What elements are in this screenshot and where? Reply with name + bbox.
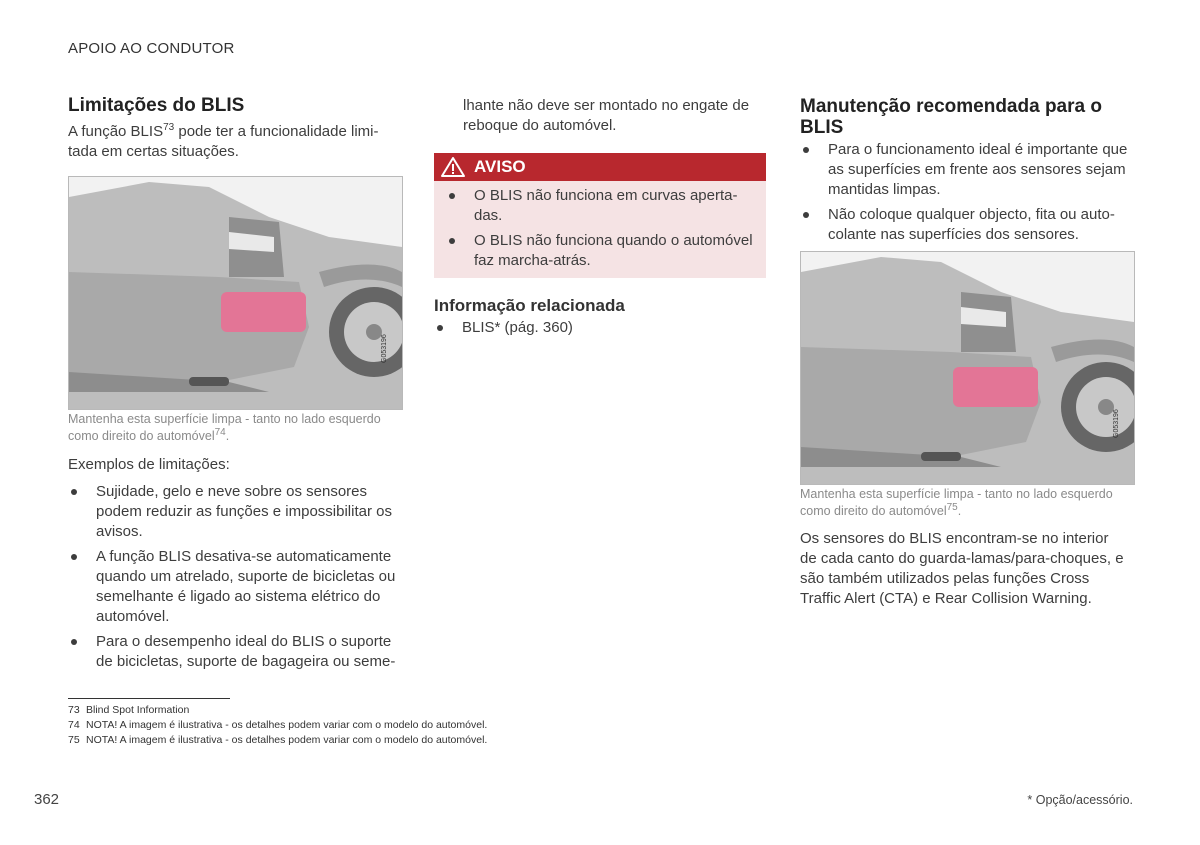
warning-header [434,153,766,181]
limitations-list [68,482,413,677]
list-item-line: quando um atrelado, suporte de bicicletas ou [96,568,396,585]
related-info-title: Informação relacionada [434,296,625,315]
footnote-75 [68,733,487,748]
continued-line2: reboque do automóvel. [463,117,617,134]
car-rear-illustration [69,177,402,409]
list-item [68,632,413,672]
list-item-line: A função BLIS desativa-se automaticamente [96,548,392,565]
list-item-line: O BLIS não funciona em curvas aperta- [474,187,738,204]
list-item [446,231,764,271]
footnote-74 [68,718,487,733]
figure-rear-bumper-left [68,176,403,410]
list-item [800,205,1140,245]
footnote-divider [68,698,230,699]
footnote-text: NOTA! A imagem é ilustrativa - os detalhes podem variar com o modelo do automóvel. [86,734,488,746]
paragraph-line: de cada canto do guarda-lamas/para-choques, e [800,550,1124,567]
maintenance-list [800,140,1140,250]
list-item-line: Sujidade, gelo e neve sobre os sensores [96,483,368,500]
caption-end: . [225,429,230,443]
list-item-line: O BLIS não funciona quando o automóvel [474,232,753,249]
sensor-area-highlight [953,367,1038,407]
list-item-line: mantidas limpas. [828,181,941,198]
examples-label: Exemplos de limitações: [68,456,230,473]
figure-rear-bumper-right [800,251,1135,485]
warning-list [446,186,764,271]
warning-triangle-icon [440,156,466,178]
warning-title: AVISO [474,157,526,176]
list-item-line: as superfícies em frente aos sensores sejam [828,161,1126,178]
list-item [68,547,413,627]
title-line1: Manutenção recomendada para o [800,96,1102,117]
image-code: G053196 [381,334,388,363]
intro-paragraph [68,122,408,162]
caption-line1: Mantenha esta superfície limpa - tanto no lado esquerdo [68,412,381,426]
footnote-73 [68,703,487,718]
list-item [68,482,413,542]
footnote-ref-73[interactable]: 73 [163,122,175,133]
footnote-number: 75 [68,734,80,746]
list-item [800,140,1140,200]
footnote-ref-74[interactable]: 74 [214,426,226,438]
list-item-line: das. [474,207,503,224]
paragraph-line: são também utilizados pelas funções Cross [800,570,1090,587]
footnote-number: 73 [68,704,80,716]
intro-text-cont: pode ter a funcionalidade limi- [174,123,379,140]
paragraph-line: Os sensores do BLIS encontram-se no interior [800,530,1109,547]
list-item-line: de bicicletas, suporte de bagageira ou seme- [96,653,396,670]
list-item-line: semelhante é ligado ao sistema elétrico do [96,588,381,605]
caption-line1: Mantenha esta superfície limpa - tanto no lado esquerdo [800,487,1113,501]
list-item-line: Para o desempenho ideal do BLIS o suporte [96,633,392,650]
intro-text-line2: tada em certas situações. [68,143,239,160]
section-title-limitations: Limitações do BLIS [68,95,245,116]
caption-line2: como direito do automóvel [68,429,215,443]
footnote-number: 74 [68,719,80,731]
list-item-line: colante nas superfícies dos sensores. [828,226,1079,243]
list-item-line: avisos. [96,523,143,540]
option-accessory-note: * Opção/acessório. [1027,793,1133,807]
list-item-line: podem reduzir as funções e impossibilitar os [96,503,392,520]
page-number: 362 [34,791,60,808]
figure-caption-2 [800,486,1140,520]
title-line2: BLIS [800,117,844,138]
related-link-item[interactable] [434,318,754,338]
related-link-blis[interactable]: BLIS* (pág. 360) [462,319,573,336]
caption-end: . [957,504,962,518]
sensor-location-paragraph [800,529,1145,609]
list-item-line: Não coloque qualquer objecto, fita ou auto- [828,206,1115,223]
sensor-area-highlight [221,292,306,332]
paragraph-line: Traffic Alert (CTA) e Rear Collision Warning. [800,590,1092,607]
section-title-maintenance [800,96,1140,138]
continued-paragraph [463,96,773,136]
footnotes [68,703,487,748]
warning-box [434,181,766,278]
image-code: G053196 [1113,409,1120,438]
list-item-line: Para o funcionamento ideal é importante que [828,141,1128,158]
footnote-text: NOTA! A imagem é ilustrativa - os detalhes podem variar com o modelo do automóvel. [86,719,488,731]
section-header: APOIO AO CONDUTOR [68,40,235,57]
car-rear-illustration [801,252,1134,484]
intro-text: A função BLIS [68,123,164,140]
footnote-text: Blind Spot Information [86,704,190,716]
list-item [446,186,764,226]
list-item-line: automóvel. [96,608,170,625]
caption-line2: como direito do automóvel [800,504,947,518]
continued-line1: lhante não deve ser montado no engate de [463,97,750,114]
related-info-list [434,318,754,343]
list-item-line: faz marcha-atrás. [474,252,591,269]
footnote-ref-75[interactable]: 75 [946,501,958,513]
figure-caption-1 [68,411,408,445]
